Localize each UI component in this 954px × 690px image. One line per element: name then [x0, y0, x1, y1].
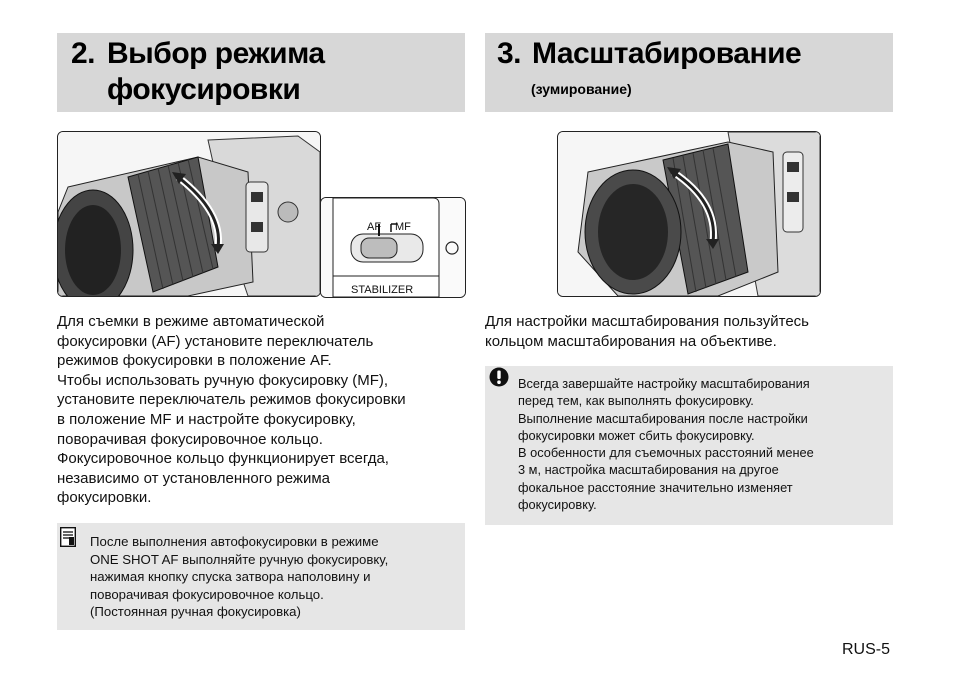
- switch-label-af: AF: [367, 221, 382, 233]
- section-subtitle: (зумирование): [531, 81, 632, 97]
- note-line: фокусировку.: [518, 497, 597, 513]
- paragraph-line: поворачивая фокусировочное кольцо.: [57, 430, 323, 448]
- note-line: фокусировки может сбить фокусировку.: [518, 427, 755, 443]
- paragraph-line: фокусировки.: [57, 489, 152, 507]
- memo-note-box: [57, 523, 465, 630]
- note-line: нажимая кнопку спуска затвора наполовину и: [90, 569, 371, 585]
- paragraph-line: Для настройки масштабирования пользуйтесь: [485, 313, 810, 330]
- note-line: Выполнение масштабирования после настройки: [518, 410, 808, 426]
- section-title-line2: фокусировки: [107, 73, 301, 106]
- page-number: RUS-5: [842, 641, 891, 658]
- memo-note-text: [90, 533, 460, 621]
- note-line: (Постоянная ручная фокусировка): [90, 604, 301, 620]
- switch-label-stabilizer: STABILIZER: [351, 284, 414, 296]
- caution-note-box: [485, 366, 893, 525]
- note-line: После выполнения автофокусировки в режиме: [90, 534, 379, 549]
- focus-mode-switch-detail: [320, 197, 466, 298]
- paragraph-line: установите переключатель режимов фокусировки: [57, 391, 406, 409]
- section-number: 3.: [497, 37, 522, 70]
- memo-note-icon: [60, 527, 76, 552]
- focus-mode-instructions: [57, 312, 467, 508]
- paragraph-line: режимов фокусировки в положение AF.: [57, 352, 332, 370]
- focus-ring-illustration: [57, 131, 321, 297]
- note-line: фокальное расстояние значительно изменяет: [518, 479, 793, 495]
- note-line: Всегда завершайте настройку масштабирования: [518, 376, 810, 391]
- section-title-line1: Выбор режима: [107, 37, 325, 70]
- paragraph-line: кольцом масштабирования на объективе.: [485, 332, 777, 350]
- note-line: В особенности для съемочных расстояний менее: [518, 445, 814, 461]
- paragraph-line: Для съемки в режиме автоматической: [57, 313, 325, 330]
- caution-note-text: [518, 375, 888, 513]
- paragraph-line: фокусировки (AF) установите переключатель: [57, 332, 374, 350]
- section-title: Масштабирование: [532, 37, 802, 70]
- zoom-ring-illustration: [557, 131, 821, 297]
- caution-icon: [489, 367, 509, 392]
- paragraph-line: в положение MF и настройте фокусировку,: [57, 410, 356, 428]
- note-line: перед тем, как выполнять фокусировку.: [518, 393, 754, 409]
- section-number: 2.: [71, 37, 96, 70]
- paragraph-line: независимо от установленного режима: [57, 469, 330, 487]
- note-line: 3 м, настройка масштабирования на другое: [518, 462, 779, 478]
- paragraph-line: Чтобы использовать ручную фокусировку (MF),: [57, 371, 389, 389]
- note-line: поворачивая фокусировочное кольцо.: [90, 586, 324, 602]
- heading-focus-mode: [57, 33, 465, 112]
- heading-zoom: [485, 33, 893, 112]
- zoom-instructions: [485, 312, 895, 351]
- paragraph-line: Фокусировочное кольцо функционирует всегда,: [57, 450, 389, 468]
- note-line: ONE SHOT AF выполняйте ручную фокусировку,: [90, 551, 389, 567]
- switch-label-mf: MF: [395, 221, 411, 233]
